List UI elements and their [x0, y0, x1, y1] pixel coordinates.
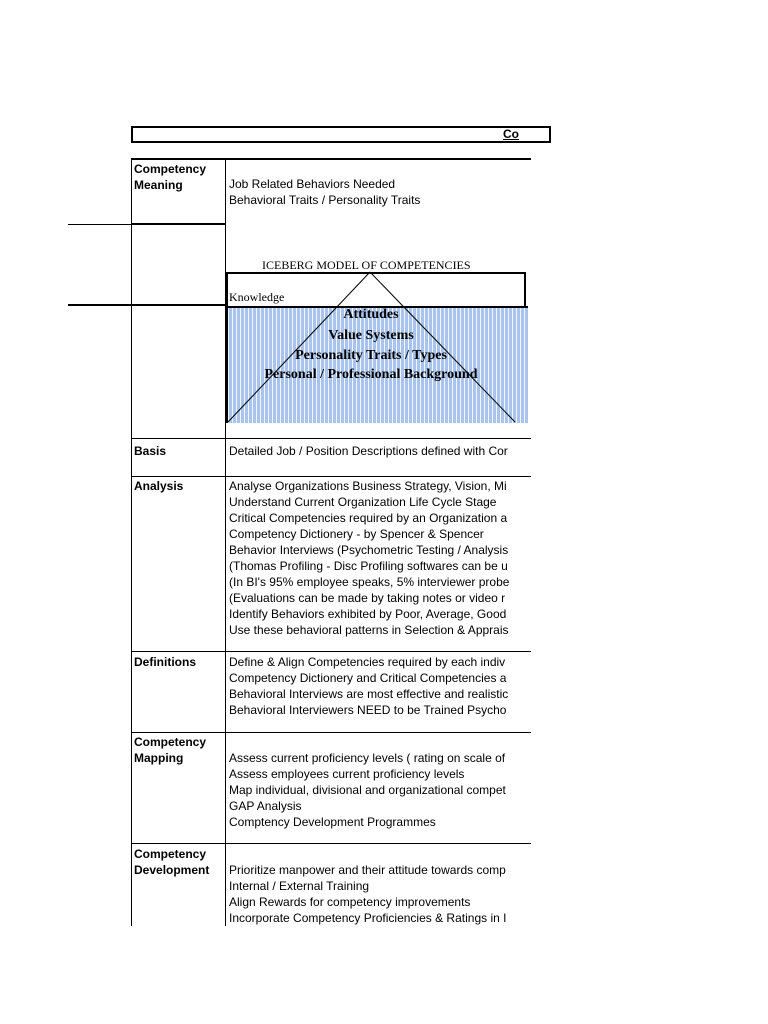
iceberg-personality-traits: Personality Traits / Types — [295, 348, 447, 363]
mapping-line: Assess employees current proficiency levels — [229, 767, 465, 781]
meaning-line: Job Related Behaviors Needed — [229, 177, 396, 191]
analysis-line: Analyse Organizations Business Strategy, Vision, Mi — [229, 479, 507, 493]
definitions-line: Competency Dictionery and Critical Competencies a — [229, 671, 507, 685]
definitions-label: Definitions — [134, 655, 196, 669]
document-title: Co — [503, 127, 519, 141]
analysis-line: Competency Dictionery - by Spencer & Spencer — [229, 527, 484, 541]
analysis-line: Use these behavioral patterns in Selection & Apprais — [229, 623, 509, 637]
analysis-line: (Evaluations can be made by taking notes or video r — [229, 591, 506, 605]
meaning-line: Behavioral Traits / Personality Traits — [229, 193, 421, 207]
basis-label: Basis — [134, 444, 167, 458]
definitions-line: Behavioral Interviewers NEED to be Trained Psycho — [229, 703, 507, 717]
development-line: Internal / External Training — [229, 879, 370, 893]
iceberg-right-edge — [370, 272, 515, 422]
development-line: Prioritize manpower and their attitude towards comp — [229, 863, 506, 877]
analysis-line: Understand Current Organization Life Cycle Stage — [229, 495, 497, 509]
iceberg-attitudes: Attitudes — [343, 307, 399, 322]
analysis-line: (Thomas Profiling - Disc Profiling softwares can be u — [229, 559, 508, 573]
analysis-line: Behavior Interviews (Psychometric Testing / Analysis — [229, 543, 509, 557]
definitions-line: Define & Align Competencies required by each indiv — [229, 655, 506, 669]
mapping-line: Map individual, divisional and organizational compet — [229, 783, 506, 797]
iceberg-background: Personal / Professional Background — [264, 367, 478, 382]
iceberg-knowledge-label: Knowledge — [229, 290, 285, 304]
basis-line: Detailed Job / Position Descriptions defined with Cor — [229, 444, 508, 458]
analysis-line: Identify Behaviors exhibited by Poor, Average, Good — [229, 607, 507, 621]
analysis-label: Analysis — [134, 479, 184, 493]
analysis-line: (In BI's 95% employee speaks, 5% interviewer probe — [229, 575, 510, 589]
competency-meaning-label: Competency Meaning — [134, 162, 207, 192]
analysis-line: Critical Competencies required by an Organization a — [229, 511, 508, 525]
iceberg-title: ICEBERG MODEL OF COMPETENCIES — [262, 258, 471, 272]
competency-development-label: Competency Development — [134, 847, 210, 877]
competency-mapping-label: Competency Mapping — [134, 735, 207, 765]
mapping-line: GAP Analysis — [229, 799, 302, 813]
development-line: Align Rewards for competency improvements — [229, 895, 471, 909]
development-line: Incorporate Competency Proficiencies & Ratings in I — [229, 911, 507, 925]
mapping-line: Comptency Development Programmes — [229, 815, 436, 829]
iceberg-value-systems: Value Systems — [328, 328, 414, 343]
iceberg-left-edge — [228, 272, 370, 422]
mapping-line: Assess current proficiency levels ( rating on scale of — [229, 751, 506, 765]
definitions-line: Behavioral Interviews are most effective and realistic — [229, 687, 509, 701]
